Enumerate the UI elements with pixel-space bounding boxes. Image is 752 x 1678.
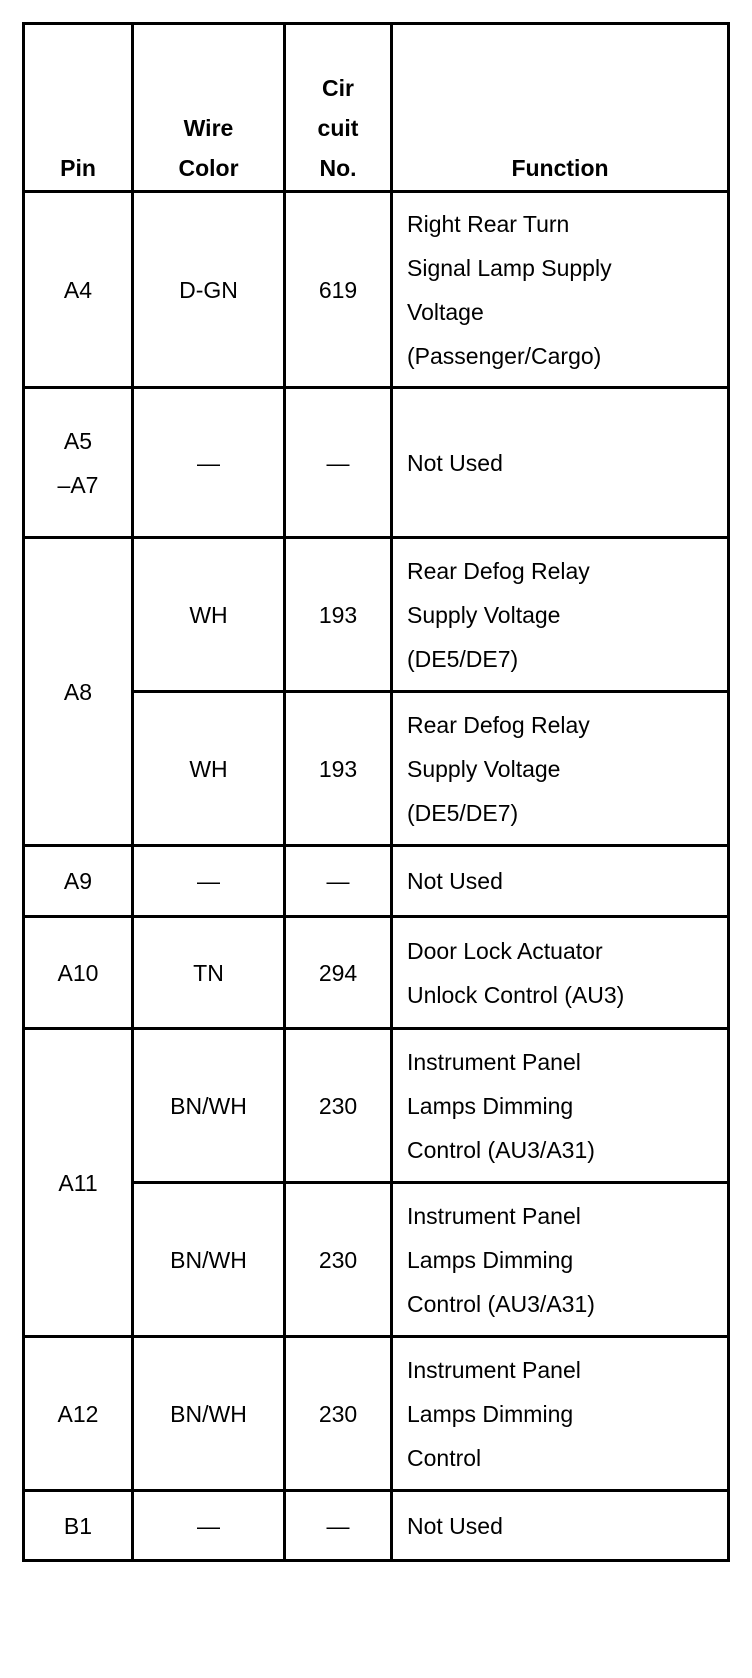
function-cell: Instrument Panel Lamps Dimming Control: [392, 1337, 729, 1491]
circuit-cell: —: [285, 846, 392, 917]
function-cell: Instrument Panel Lamps Dimming Control (AU3/A31): [392, 1029, 729, 1183]
circuit-cell: 193: [285, 538, 392, 692]
table-row: [24, 1491, 729, 1561]
header-circuit-no: Cir cuit No.: [285, 24, 392, 192]
function-cell: Not Used: [392, 846, 729, 917]
wire-color-cell: —: [133, 846, 285, 917]
pin-cell: A10: [24, 917, 133, 1029]
function-cell: Not Used: [392, 1491, 729, 1561]
table-row: [24, 846, 729, 917]
header-pin: Pin: [24, 24, 133, 192]
circuit-cell: 619: [285, 192, 392, 388]
circuit-cell: 230: [285, 1183, 392, 1337]
function-cell: Right Rear Turn Signal Lamp Supply Voltage (Passenger/Cargo): [392, 192, 729, 388]
circuit-cell: 230: [285, 1337, 392, 1491]
function-cell: Instrument Panel Lamps Dimming Control (AU3/A31): [392, 1183, 729, 1337]
wire-color-cell: BN/WH: [133, 1183, 285, 1337]
table-row: [24, 1029, 729, 1183]
wire-color-cell: TN: [133, 917, 285, 1029]
pin-cell: A9: [24, 846, 133, 917]
header-function: Function: [392, 24, 729, 192]
wire-color-cell: —: [133, 388, 285, 538]
function-cell: Rear Defog Relay Supply Voltage (DE5/DE7): [392, 692, 729, 846]
wire-color-cell: BN/WH: [133, 1337, 285, 1491]
table-row: [24, 917, 729, 1029]
header-row: [24, 24, 729, 192]
wire-color-cell: BN/WH: [133, 1029, 285, 1183]
circuit-cell: —: [285, 1491, 392, 1561]
wire-color-cell: WH: [133, 538, 285, 692]
table-row: [24, 1337, 729, 1491]
circuit-cell: 294: [285, 917, 392, 1029]
table-row: [24, 192, 729, 388]
pin-cell: B1: [24, 1491, 133, 1561]
function-cell: Not Used: [392, 388, 729, 538]
wire-color-cell: —: [133, 1491, 285, 1561]
pin-cell: A11: [24, 1029, 133, 1337]
pin-cell: A8: [24, 538, 133, 846]
circuit-cell: —: [285, 388, 392, 538]
wire-color-cell: WH: [133, 692, 285, 846]
table-row: [24, 538, 729, 692]
wire-color-cell: D-GN: [133, 192, 285, 388]
circuit-cell: 230: [285, 1029, 392, 1183]
pin-cell: A4: [24, 192, 133, 388]
pin-cell: A5 –A7: [24, 388, 133, 538]
pin-cell: A12: [24, 1337, 133, 1491]
function-cell: Door Lock Actuator Unlock Control (AU3): [392, 917, 729, 1029]
function-cell: Rear Defog Relay Supply Voltage (DE5/DE7): [392, 538, 729, 692]
connector-pinout-table: [22, 22, 730, 1562]
table-row: [24, 388, 729, 538]
header-wire-color: Wire Color: [133, 24, 285, 192]
circuit-cell: 193: [285, 692, 392, 846]
